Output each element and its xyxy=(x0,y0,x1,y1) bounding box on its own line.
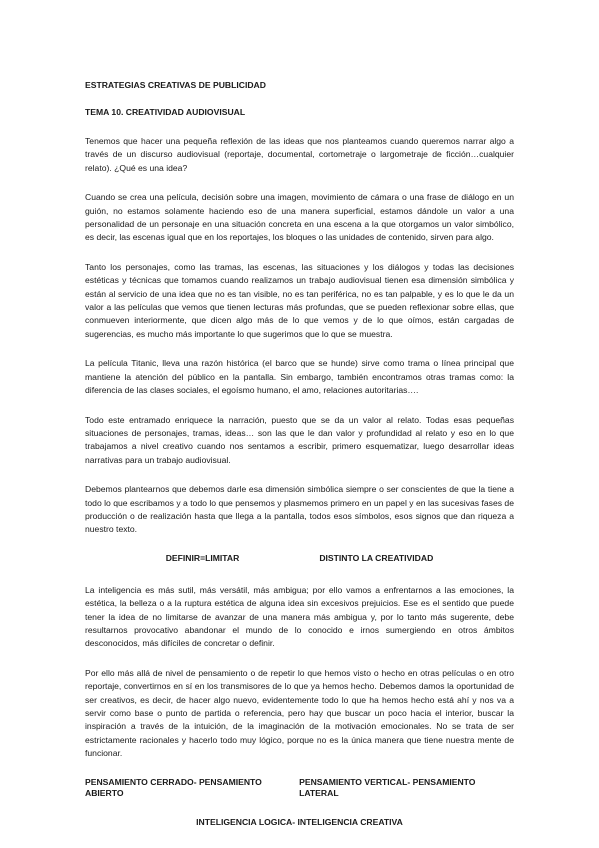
paragraph-8: Por ello más allá de nivel de pensamiento o de repetir lo que hemos visto o hecho en otras películas o en otro reportaje, convertirnos en sí en los transmisores de lo que ya hemos hecho. Debemos damos la oportunidad de ser creativos, es decir, de hacer algo nuevo, evidentemente todo lo que ha hemos hecho está ahí y nos va a servir como base o punto de partida o referencia, pero hay que buscar un poco hacia el interior, buscar la inspiración a través de la intuición, de la imaginación de la motivación emocionales. No se trata de ser estrictamente racionales y hacerlo todo muy lógico, porque no es la única manera que tiene nuestra mente de funcionar. xyxy=(85,667,514,759)
closed-open-thinking: PENSAMIENTO CERRADO- PENSAMIENTO ABIERTO xyxy=(85,776,262,798)
paragraph-3: Tanto los personajes, como las tramas, las escenas, las situaciones y los diálogos y todas las decisiones estéticas y técnicas que tomamos cuando realizamos un trabajo audiovisual tienen esa dimensión simbólica y están al servicio de una idea que no es tan visible, no es tan periférica, no es tan palpable, y es lo que le da un valor a las películas que vemos que tienen lecturas más profundas, que se pueden reflexionar sobre ellas, que conmueven interiormente, que dicen algo más de lo que vemos y de lo que oímos, están cargadas de sugerencias, es mucho más importante lo que sugerimos que lo que se muestra. xyxy=(85,261,514,339)
define-limit-heading: DEFINIR=LIMITAR xyxy=(165,552,240,563)
creativity-heading: DISTINTO LA CREATIVIDAD xyxy=(319,552,434,563)
paragraph-6: Debemos plantearnos que debemos darle esa dimensión simbólica siempre o ser conscientes de que la tiene a todo lo que escribamos y a todo lo que pensemos y plasmemos primero en un papel y en las sucesivas fases de producción o de realización hasta que llega a la pantalla, todos esos símbolos, esos signos que dan riqueza a nuestro texto. xyxy=(85,484,514,535)
intelligence-types: INTELIGENCIA LOGICA- INTELIGENCIA CREATIVA xyxy=(196,816,403,827)
thinking-types-row xyxy=(85,777,514,799)
paragraph-4: La película Titanic, lleva una razón histórica (el barco que se hunde) sirve como trama o línea principal que mantiene la atención del público en la pantalla. Sin embargo, también encontramos otras tramas como: la diferencia de las clases sociales, el egoísmo humano, el amo, relaciones autoritarias…. xyxy=(85,358,514,396)
vertical-lateral-thinking: PENSAMIENTO VERTICAL- PENSAMIENTO LATERAL xyxy=(299,776,476,798)
section-title: TEMA 10. CREATIVIDAD AUDIOVISUAL xyxy=(85,107,246,117)
definition-row xyxy=(85,553,514,564)
paragraph-2: Cuando se crea una película, decisión sobre una imagen, movimiento de cámara o una frase de diálogo en un guión, no estamos solamente haciendo eso de una manera superficial, estamos dándole un valor a una personalidad de un personaje en una situación concreta en una escena a la que otorgamos un valor simbólico, es decir, las escenas igual que en los reportajes, los bloques o las unidades de contenido, sirven para algo. xyxy=(85,192,514,243)
paragraph-7: La inteligencia es más sutil, más versátil, más ambigua; por ello vamos a enfrentarnos a las emociones, la estética, la belleza o a la ruptura estética de alguna idea sin excesivos prejuicios. Ese es el sentido que puede tener la idea de no limitarse de avanzar de una manera más ambigua y, por lo tanto más sugerente, debe resultarnos provocativo abandonar el mundo de lo conocido e irnos sumergiendo en otros ámbitos desconocidos, más difíciles de concretar o definir. xyxy=(85,584,514,649)
paragraph-1: Tenemos que hacer una pequeña reflexión de las ideas que nos planteamos cuando queremos narrar algo a través de un discurso audiovisual (reportaje, documental, cortometraje o largometraje de ficción…cualquier relato). ¿Qué es una idea? xyxy=(85,136,514,173)
paragraph-5: Todo este entramado enriquece la narración, puesto que se da un valor al relato. Todas esas pequeñas situaciones de personajes, tramas, ideas… son las que le dan valor y profundidad al relato y eso en lo que trabajamos a nivel creativo cuando nos sentamos a escribir, primero esquematizar, luego desarrollar ideas narrativas para un trabajo audiovisual. xyxy=(85,414,514,465)
document-title: ESTRATEGIAS CREATIVAS DE PUBLICIDAD xyxy=(85,80,266,90)
